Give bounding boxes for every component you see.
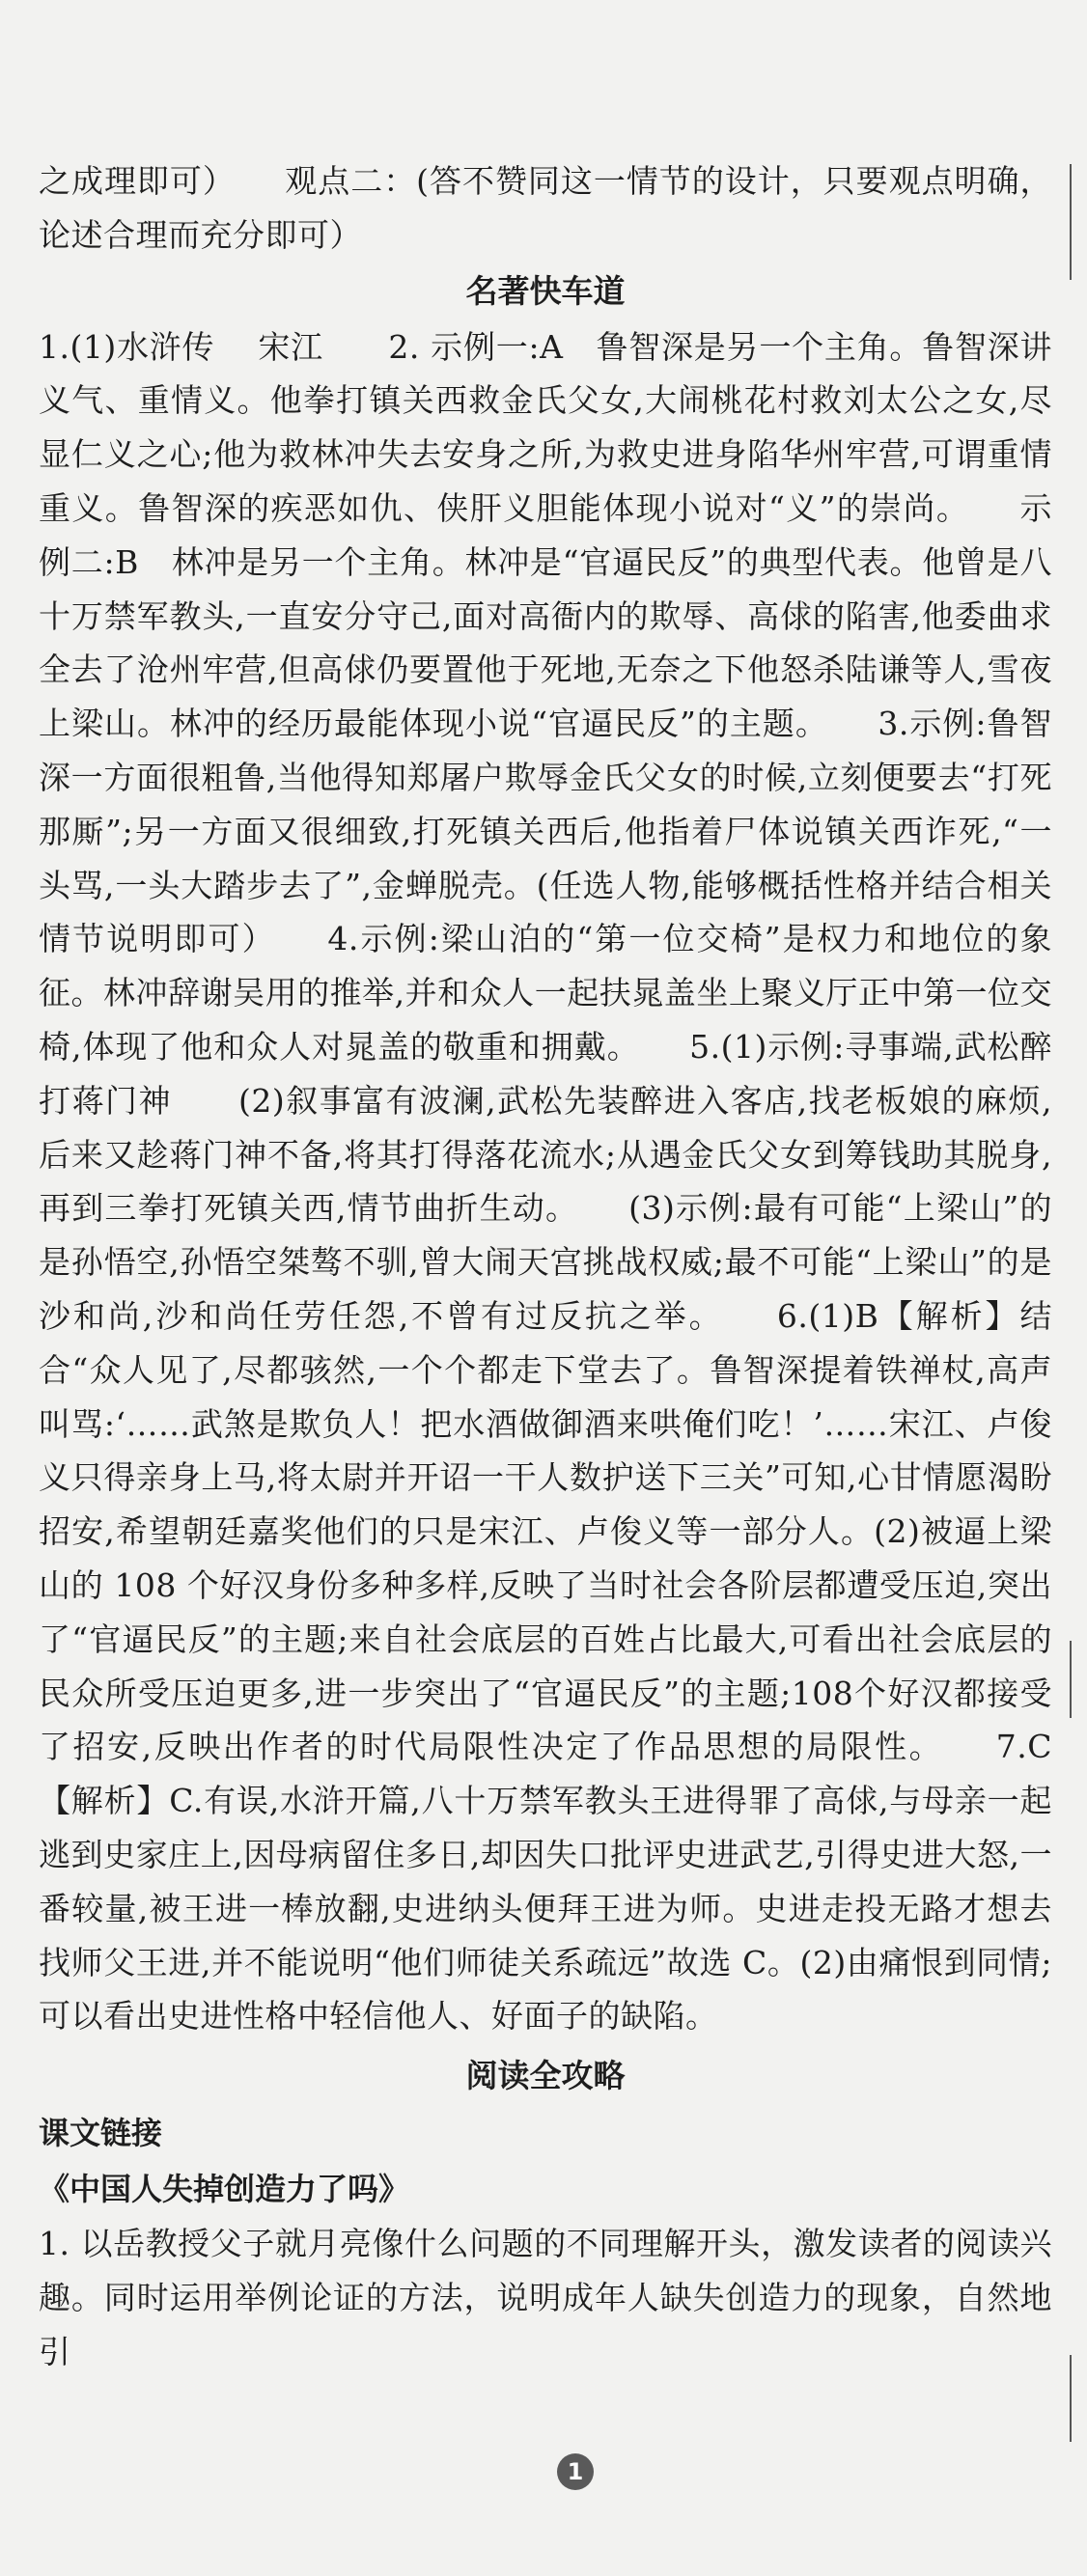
article-answer: 1. 以岳教授父子就月亮像什么问题的不同理解开头，激发读者的阅读兴趣。同时运用举例论证的方法，说明成年人缺失创造力的现象，自然地引: [39, 2225, 1052, 2370]
edge-mark-middle: [1070, 1641, 1087, 1718]
edge-mark-top: [1070, 164, 1087, 280]
section-title-famous-works: 名著快车道: [465, 271, 626, 310]
edge-mark-bottom: [1070, 2355, 1087, 2442]
intro-paragraph: 之成理即可） 观点二：(答不赞同这一情节的设计，只要观点明确，论述合理而充分即可）: [39, 162, 1052, 254]
article-title: 《中国人失掉创造力了吗》: [39, 2171, 410, 2208]
subsection-label: 课文链接: [39, 2115, 163, 2152]
section-title-reading-guide: 阅读全攻略: [465, 2057, 626, 2095]
answer-page: [39, 154, 1052, 2378]
page-number-badge: 1: [557, 2453, 594, 2490]
famous-works-answers: 1.(1)水浒传 宋江 2. 示例一:A 鲁智深是另一个主角。鲁智深讲义气、重情义。他拳打镇关西救金氏父女,大闹桃花村救刘太公之女,尽显仁义之心;他为救林冲失去安身之所,为救史进身陷华州牢营,可谓重情重义。鲁智深的疾恶如仇、侠肝义胆能体现小说对“义”的崇尚。 示例二:B 林冲是另一个主角。林冲是“官逼民反”的典型代表。他曾是八十万禁军教头,一直安分守己,面对高衙内的欺辱、高俅的陷害,他委曲求全去了沧州牢营,但高俅仍要置他于死地,无奈之下他怒杀陆谦等人,雪夜上梁山。林冲的经历最能体现小说“官逼民反”的主题。 3.示例:鲁智深一方面很粗鲁,当他得知郑屠户欺辱金氏父女的时候,立刻便要去“打死那厮”;另一方面又很细致,打死镇关西后,他指着尸体说镇关西诈死,“一头骂,一头大踏步去了”,金蝉脱壳。(任选人物,能够概括性格并结合相关情节说明即可） 4.示例:梁山泊的“第一位交椅”是权力和地位的象征。林冲辞谢吴用的推举,并和众人一起扶晁盖坐上聚义厅正中第一位交椅,体现了他和众人对晁盖的敬重和拥戴。 5.(1)示例:寻事端,武松醉打蒋门神 (2)叙事富有波澜,武松先装醉进入客店,找老板娘的麻烦,后来又趁蒋门神不备,将其打得落花流水;从遇金氏父女到筹钱助其脱身,再到三拳打死镇关西,情节曲折生动。 (3)示例:最有可能“上梁山”的是孙悟空,孙悟空桀骜不驯,曾大闹天宫挑战权威;最不可能“上梁山”的是沙和尚,沙和尚任劳任怨,不曾有过反抗之举。 6.(1)B【解析】结合“众人见了,尽都骇然,一个个都走下堂去了。鲁智深提着铁禅杖,高声叫骂:‘……武煞是欺负人！把水酒做御酒来哄俺们吃！’……宋江、卢俊义只得亲身上马,将太尉并开诏一干人数护送下三关”可知,心甘情愿渴盼招安,希望朝廷嘉奖他们的只是宋江、卢俊义等一部分人。(2)被逼上梁山的 108 个好汉身份多种多样,反映了当时社会各阶层都遭受压迫,突出了“官逼民反”的主题;来自社会底层的百姓占比最大,可看出社会底层的民众所受压迫更多,进一步突出了“官逼民反”的主题;108个好汉都接受了招安,反映出作者的时代局限性决定了作品思想的局限性。 7.C【解析】C.有误,水浒开篇,八十万禁军教头王进得罪了高俅,与母亲一起逃到史家庄上,因母病留住多日,却因失口批评史进武艺,引得史进大怒,一番较量,被王进一棒放翻,史进纳头便拜王进为师。史进走投无路才想去找师父王进,并不能说明“他们师徒关系疏远”故选 C。(2)由痛恨到同情;可以看出史进性格中轻信他人、好面子的缺陷。: [39, 327, 1052, 2036]
